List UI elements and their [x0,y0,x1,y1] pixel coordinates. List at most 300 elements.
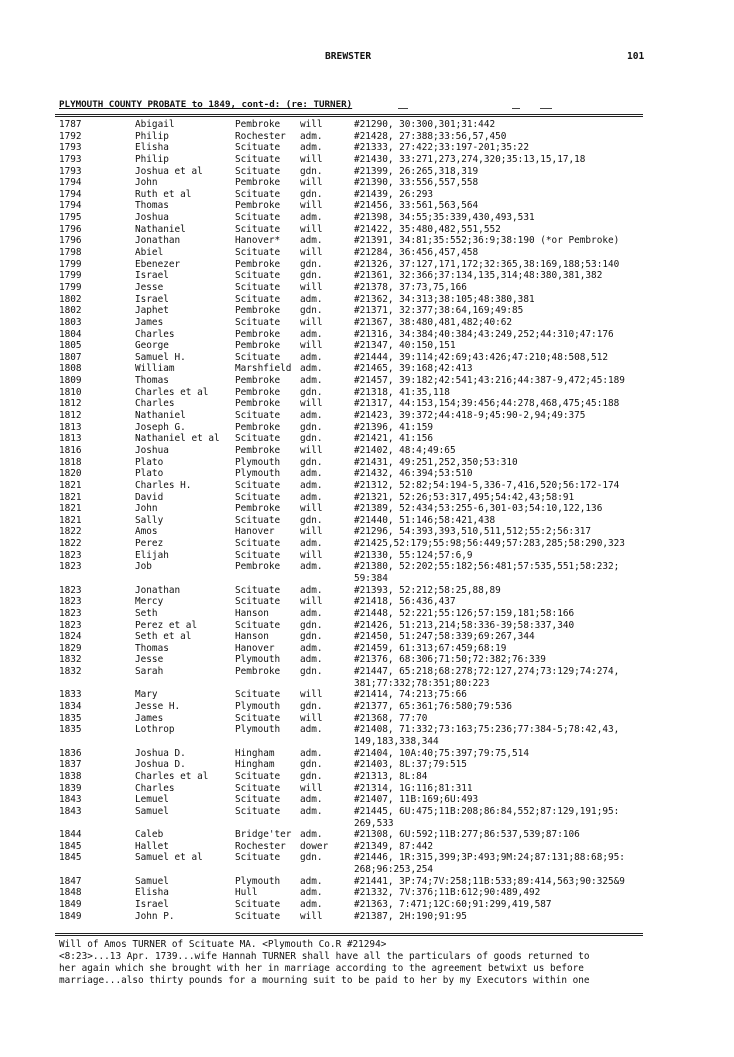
reference-cell: #21314, 1G:116;81:311 [354,782,473,794]
stray-mark [512,108,520,109]
type-cell: will [300,177,323,189]
name-cell: James [135,316,164,328]
town-cell: Pembroke [235,340,281,352]
table-row [0,806,734,829]
name-cell: Jesse [135,654,164,666]
town-cell: Pembroke [235,503,281,515]
reference-cell: #21313, 8L:84 [354,770,428,782]
type-cell: adm. [300,479,323,491]
name-cell: Jonathan [135,235,181,247]
reference-cell: #21441, 3P:74;7V:258;11B:533;89:414,563;90:325&9 [354,875,625,887]
type-cell: gdn. [300,258,323,270]
table-row [0,829,734,841]
year-cell: 1836 [59,747,82,759]
town-cell: Scituate [235,805,281,817]
name-cell: Elisha [135,142,169,154]
year-cell: 1821 [59,503,82,515]
town-cell: Marshfield [235,363,292,375]
town-cell: Pembroke [235,375,281,387]
reference-cell: #21399, 26:265,318,319 [354,165,479,177]
table-row [0,468,734,480]
year-cell: 1795 [59,212,82,224]
stray-mark [398,108,408,109]
reference-cell: #21378, 37:73,75,166 [354,281,467,293]
town-cell: Pembroke [235,119,281,130]
table-row [0,177,734,189]
name-cell: Plato [135,468,164,480]
name-cell: Abiel [135,247,164,259]
type-cell: will [300,153,323,165]
year-cell: 1837 [59,759,82,771]
year-cell: 1807 [59,351,82,363]
reference-cell: #21402, 48:4;49:65 [354,444,456,456]
town-cell: Scituate [235,852,281,864]
town-cell: Scituate [235,584,281,596]
town-cell: Hanover* [235,235,281,247]
town-cell: Scituate [235,142,281,154]
type-cell: adm. [300,607,323,619]
table-row [0,224,734,236]
year-cell: 1793 [59,165,82,177]
table-row [0,270,734,282]
type-cell: adm. [300,887,323,899]
table-row [0,422,734,434]
year-cell: 1813 [59,421,82,433]
name-cell: Joshua et al [135,165,203,177]
reference-cell: #21376, 68:306;71:50;72:382;76:339 [354,654,546,666]
reference-cell: #21326, 37:127,171,172;32:365,38:169,188;53:140 [354,258,620,270]
town-cell: Pembroke [235,328,281,340]
name-cell: Sarah [135,666,164,678]
name-cell: Ebenezer [135,258,181,270]
type-cell: will [300,200,323,212]
name-cell: Philip [135,153,169,165]
year-cell: 1832 [59,666,82,678]
table-row [0,387,734,399]
reference-cell: #21447, 65:218;68:278;72:127,274;73:129;74:274, 381;77:332;78:351;80:223 [354,666,620,689]
name-cell: Joshua [135,212,169,224]
name-cell: Samuel [135,875,169,887]
town-cell: Scituate [235,247,281,259]
table-row [0,259,734,271]
type-cell: adm. [300,363,323,375]
year-cell: 1813 [59,433,82,445]
reference-cell: #21391, 34:81;35:552;36:9;38:190 (*or Pembroke) [354,235,620,247]
town-cell: Scituate [235,212,281,224]
reference-cell: #21330, 55:124;57:6,9 [354,549,473,561]
type-cell: will [300,782,323,794]
table-row [0,398,734,410]
town-cell: Plymouth [235,875,281,887]
type-cell: will [300,247,323,259]
table-row [0,783,734,795]
note-line: <8:23>...13 Apr. 1739...wife Hannah TURNER shall have all the particulars of goods returned to [59,951,590,962]
town-cell: Scituate [235,538,281,550]
town-cell: Scituate [235,165,281,177]
town-cell: Scituate [235,316,281,328]
type-cell: adm. [300,642,323,654]
table-row [0,620,734,632]
name-cell: Thomas [135,642,169,654]
type-cell: will [300,340,323,352]
reference-cell: #21332, 7V:376;11B:612;90:489,492 [354,887,541,899]
name-cell: Abigail [135,119,175,130]
reference-cell: #21333, 27:422;33:197-201;35:22 [354,142,529,154]
type-cell: adm. [300,142,323,154]
name-cell: Joseph G. [135,421,186,433]
town-cell: Hanson [235,607,269,619]
reference-cell: #21290, 30:300,301;31:442 [354,119,496,130]
town-cell: Scituate [235,410,281,422]
year-cell: 1812 [59,398,82,410]
year-cell: 1821 [59,491,82,503]
name-cell: Lothrop [135,724,175,736]
reference-cell: #21408, 71:332;73:163;75:236;77:384-5;78:42,43, 149,183,338,344 [354,724,620,747]
reference-cell: #21428, 27:388;33:56,57,450 [354,130,507,142]
name-cell: Joshua D. [135,759,186,771]
table-row [0,841,734,853]
year-cell: 1794 [59,188,82,200]
table-row [0,538,734,550]
type-cell: gdn. [300,421,323,433]
reference-cell: #21380, 52:202;55:182;56:481;57:535,551;58:232; 59:384 [354,561,620,584]
town-cell: Pembroke [235,177,281,189]
name-cell: George [135,340,169,352]
table-row [0,852,734,875]
name-cell: Sally [135,514,164,526]
name-cell: John [135,503,158,515]
type-cell: gdn. [300,759,323,771]
year-cell: 1838 [59,770,82,782]
year-cell: 1849 [59,910,82,922]
name-cell: Perez et al [135,619,198,631]
probate-table [0,119,734,922]
table-row [0,724,734,747]
year-cell: 1808 [59,363,82,375]
table-row [0,247,734,259]
reference-cell: #21421, 41:156 [354,433,434,445]
year-cell: 1809 [59,375,82,387]
town-cell: Plymouth [235,456,281,468]
type-cell: adm. [300,584,323,596]
year-cell: 1799 [59,270,82,282]
year-cell: 1823 [59,596,82,608]
town-cell: Scituate [235,153,281,165]
reference-cell: #21396, 41:159 [354,421,434,433]
reference-cell: #21423, 39:372;44:418-9;45:90-2,94;49:375 [354,410,586,422]
town-cell: Plymouth [235,701,281,713]
town-cell: Scituate [235,270,281,282]
name-cell: Jesse [135,281,164,293]
town-cell: Scituate [235,794,281,806]
top-rule [55,114,643,115]
name-cell: Lemuel [135,794,169,806]
reference-cell: #21426, 51:213,214;58:336-39;58:337,340 [354,619,575,631]
name-cell: Israel [135,899,169,910]
name-cell: Thomas [135,200,169,212]
town-cell: Scituate [235,293,281,305]
name-cell: Hallet [135,840,169,852]
type-cell: adm. [300,724,323,736]
type-cell: adm. [300,410,323,422]
reference-cell: #21450, 51:247;58:339;69:267,344 [354,631,535,643]
table-row [0,142,734,154]
table-row [0,515,734,527]
name-cell: Charles [135,328,175,340]
table-row [0,876,734,888]
table-row [0,608,734,620]
name-cell: Jesse H. [135,701,181,713]
year-cell: 1787 [59,119,82,130]
year-cell: 1804 [59,328,82,340]
town-cell: Plymouth [235,654,281,666]
section-title: PLYMOUTH COUNTY PROBATE to 1849, cont-d: (re: TURNER) [59,99,353,110]
table-row [0,550,734,562]
name-cell: Charles et al [135,770,209,782]
year-cell: 1823 [59,561,82,573]
type-cell: will [300,281,323,293]
town-cell: Scituate [235,514,281,526]
town-cell: Scituate [235,479,281,491]
reference-cell: #21407, 11B:169;6U:493 [354,794,479,806]
type-cell: adm. [300,747,323,759]
reference-cell: #21284, 36:456,457,458 [354,247,479,259]
year-cell: 1835 [59,712,82,724]
table-row [0,911,734,923]
reference-cell: #21418, 56:436,437 [354,596,456,608]
town-cell: Pembroke [235,398,281,410]
name-cell: David [135,491,164,503]
reference-cell: #21296, 54:393,393,510,511,512;55:2;56:317 [354,526,592,538]
town-cell: Pembroke [235,444,281,456]
table-row [0,643,734,655]
year-cell: 1839 [59,782,82,794]
town-cell: Plymouth [235,468,281,480]
year-cell: 1833 [59,689,82,701]
town-cell: Scituate [235,188,281,200]
town-cell: Pembroke [235,421,281,433]
reference-cell: #21439, 26:293 [354,188,434,200]
name-cell: Charles [135,782,175,794]
town-cell: Scituate [235,596,281,608]
reference-cell: #21308, 6U:592;11B:277;86:537,539;87:106 [354,829,580,841]
reference-cell: #21404, 10A:40;75:397;79:75,514 [354,747,529,759]
name-cell: Philip [135,130,169,142]
table-row [0,433,734,445]
town-cell: Scituate [235,491,281,503]
reference-cell: #21398, 34:55;35:339,430,493,531 [354,212,535,224]
name-cell: William [135,363,175,375]
table-row [0,457,734,469]
name-cell: Charles [135,398,175,410]
year-cell: 1834 [59,701,82,713]
year-cell: 1805 [59,340,82,352]
name-cell: Joshua [135,444,169,456]
town-cell: Scituate [235,549,281,561]
type-cell: will [300,223,323,235]
town-cell: Plymouth [235,724,281,736]
type-cell: will [300,526,323,538]
table-row [0,585,734,597]
name-cell: Seth et al [135,631,192,643]
table-row [0,899,734,911]
type-cell: dower [300,840,329,852]
reference-cell: #21367, 38:480,481,482;40:62 [354,316,513,328]
town-cell: Scituate [235,433,281,445]
year-cell: 1796 [59,223,82,235]
year-cell: 1821 [59,479,82,491]
reference-cell: #21368, 77:70 [354,712,428,724]
table-row [0,759,734,771]
note-line: marriage...also thirty pounds for a mourning suit to be paid to her by my Executors within one [59,975,590,986]
name-cell: Joshua D. [135,747,186,759]
year-cell: 1802 [59,305,82,317]
type-cell: gdn. [300,456,323,468]
table-row [0,352,734,364]
table-row [0,445,734,457]
town-cell: Scituate [235,689,281,701]
name-cell: James [135,712,164,724]
town-cell: Hanover [235,526,275,538]
note-line: her again which she brought with her in marriage according to the agreement betwixt us before [59,963,584,974]
year-cell: 1835 [59,724,82,736]
type-cell: will [300,689,323,701]
reference-cell: #21318, 41:35,118 [354,386,450,398]
table-row [0,200,734,212]
year-cell: 1821 [59,514,82,526]
reference-cell: #21371, 32:377;38:64,169;49:85 [354,305,524,317]
type-cell: adm. [300,875,323,887]
town-cell: Pembroke [235,386,281,398]
year-cell: 1829 [59,642,82,654]
name-cell: Elisha [135,887,169,899]
year-cell: 1796 [59,235,82,247]
type-cell: adm. [300,293,323,305]
year-cell: 1812 [59,410,82,422]
year-cell: 1844 [59,829,82,841]
table-row [0,235,734,247]
name-cell: Nathaniel et al [135,433,220,445]
year-cell: 1843 [59,794,82,806]
name-cell: Samuel H. [135,351,186,363]
reference-cell: #21456, 33:561,563,564 [354,200,479,212]
year-cell: 1810 [59,386,82,398]
table-row [0,340,734,352]
table-row [0,887,734,899]
year-cell: 1802 [59,293,82,305]
year-cell: 1824 [59,631,82,643]
type-cell: adm. [300,538,323,550]
reference-cell: #21389, 52:434;53:255-6,301-03;54:10,122,136 [354,503,603,515]
reference-cell: #21387, 2H:190;91:95 [354,910,467,922]
year-cell: 1845 [59,840,82,852]
reference-cell: #21445, 6U:475;11B:208;86:84,552;87:129,191;95: 269,533 [354,805,620,829]
year-cell: 1849 [59,899,82,910]
table-row [0,631,734,643]
type-cell: adm. [300,468,323,480]
name-cell: Thomas [135,375,169,387]
town-cell: Pembroke [235,561,281,573]
name-cell: Ruth et al [135,188,192,200]
name-cell: John [135,177,158,189]
town-cell: Scituate [235,619,281,631]
year-cell: 1794 [59,200,82,212]
name-cell: Plato [135,456,164,468]
year-cell: 1799 [59,258,82,270]
name-cell: Japhet [135,305,169,317]
name-cell: Nathaniel [135,223,186,235]
name-cell: Samuel et al [135,852,203,864]
type-cell: adm. [300,561,323,573]
town-cell: Scituate [235,712,281,724]
year-cell: 1823 [59,584,82,596]
type-cell: gdn. [300,701,323,713]
year-cell: 1822 [59,526,82,538]
town-cell: Rochester [235,130,286,142]
table-row [0,771,734,783]
type-cell: gdn. [300,631,323,643]
town-cell: Scituate [235,351,281,363]
name-cell: Perez [135,538,164,550]
name-cell: Israel [135,293,169,305]
town-cell: Hanson [235,631,269,643]
reference-cell: #21431, 49:251,252,350;53:310 [354,456,518,468]
table-row [0,526,734,538]
town-cell: Rochester [235,840,286,852]
town-cell: Hingham [235,759,275,771]
page-header-surname: BREWSTER [325,51,372,62]
town-cell: Scituate [235,223,281,235]
reference-cell: #21430, 33:271,273,274,320;35:13,15,17,18 [354,153,586,165]
reference-cell: #21390, 33:556,557,558 [354,177,479,189]
table-row [0,794,734,806]
town-cell: Pembroke [235,258,281,270]
table-row [0,166,734,178]
table-row [0,363,734,375]
reference-cell: #21393, 52:212;58:25,88,89 [354,584,501,596]
year-cell: 1832 [59,654,82,666]
type-cell: gdn. [300,619,323,631]
reference-cell: #21446, 1R:315,399;3P:493;9M:24;87:131;88:68;95: 268;96:253,254 [354,852,625,876]
page-number: 101 [627,51,645,62]
table-row [0,305,734,317]
year-cell: 1803 [59,316,82,328]
reference-cell: #21425,52:179;55:98;56:449;57:283,285;58:290,323 [354,538,625,550]
name-cell: Amos [135,526,158,538]
reference-cell: #21347, 40:150,151 [354,340,456,352]
table-row [0,131,734,143]
type-cell: gdn. [300,433,323,445]
top-rule [55,116,643,117]
name-cell: Seth [135,607,158,619]
year-cell: 1845 [59,852,82,864]
type-cell: adm. [300,829,323,841]
reference-cell: #21312, 52:82;54:194-5,336-7,416,520;56:172-174 [354,479,620,491]
type-cell: will [300,910,323,922]
table-row [0,294,734,306]
stray-mark [540,108,552,109]
type-cell: will [300,712,323,724]
type-cell: adm. [300,375,323,387]
reference-cell: #21457, 39:182;42:541;43:216;44:387-9,472;45:189 [354,375,625,387]
year-cell: 1794 [59,177,82,189]
town-cell: Hanover [235,642,275,654]
type-cell: adm. [300,328,323,340]
year-cell: 1823 [59,549,82,561]
year-cell: 1792 [59,130,82,142]
type-cell: will [300,444,323,456]
table-row [0,748,734,760]
